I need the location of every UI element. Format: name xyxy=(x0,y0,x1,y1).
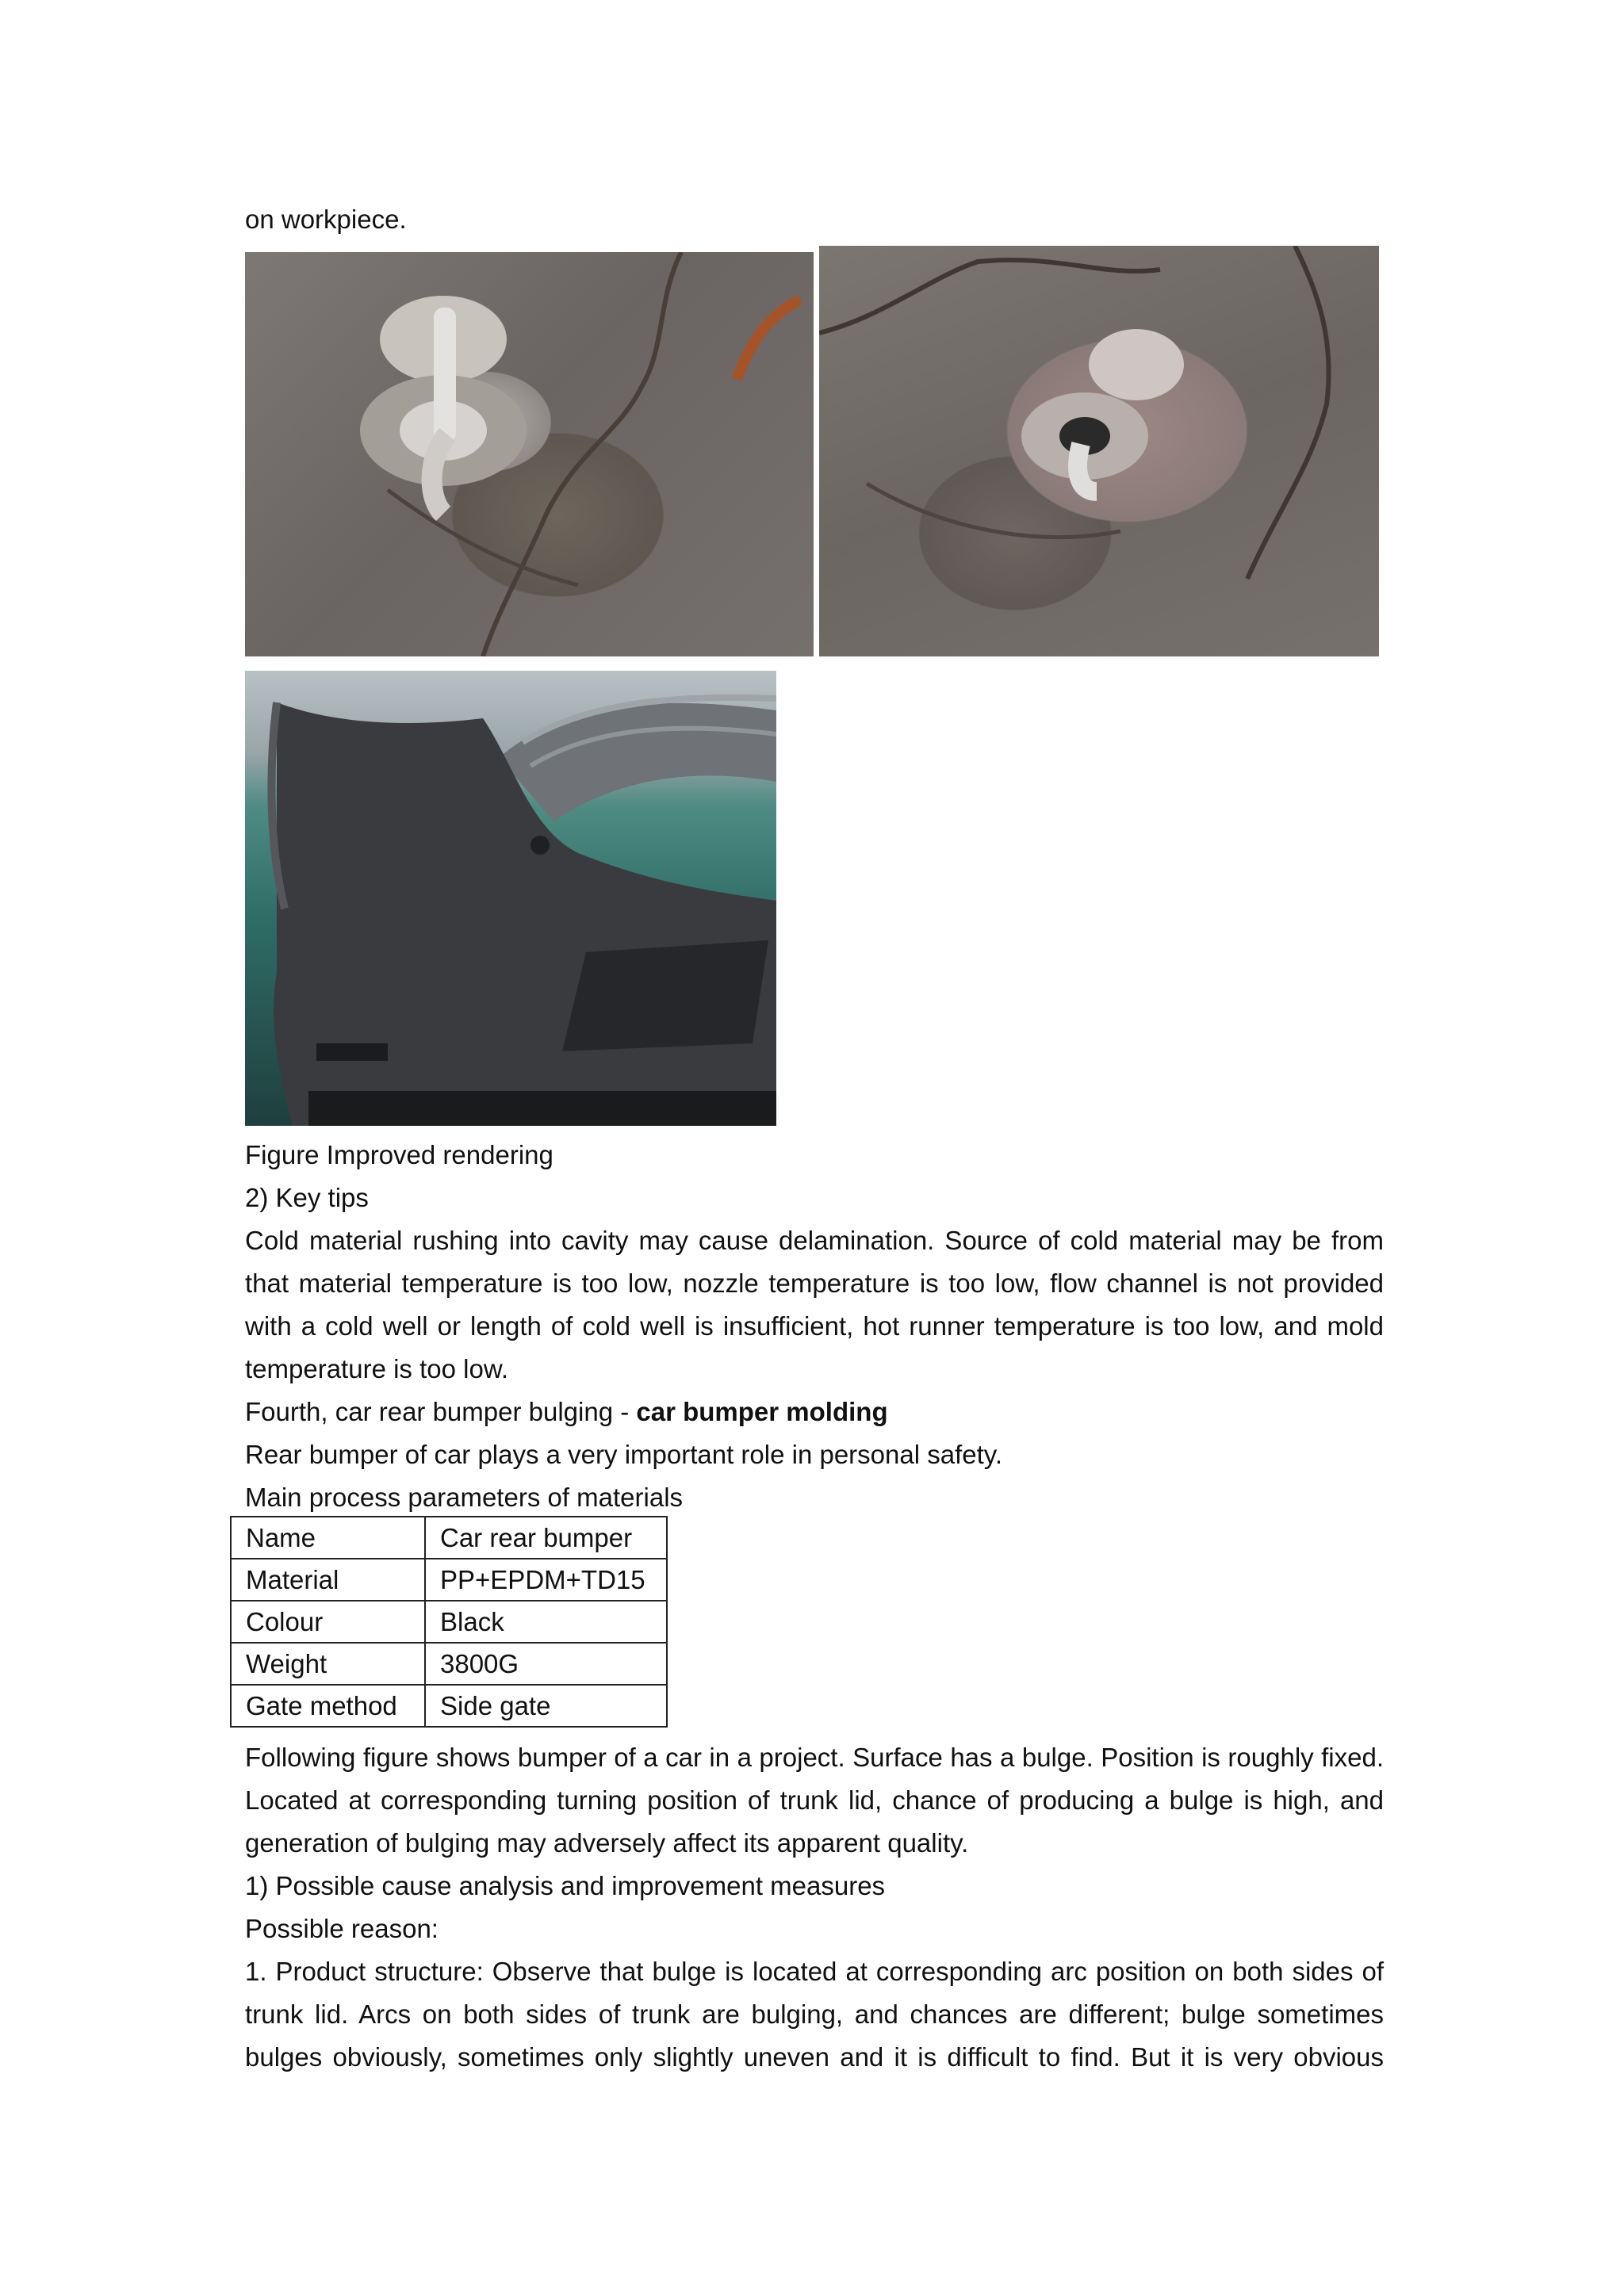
paragraph-line: Following figure shows bumper of a car in a project. Surface has a bulge. Position is roughly fixed. xyxy=(245,1743,1384,1772)
photo-right-illustration xyxy=(819,246,1379,656)
section-heading-bold: car bumper molding xyxy=(636,1397,888,1426)
photo-car-rear-bumper xyxy=(245,671,776,1126)
key-tips-heading: 2) Key tips xyxy=(245,1183,369,1212)
table-cell-value: 3800G xyxy=(425,1643,667,1685)
section-heading-prefix: Fourth, car rear bumper bulging - xyxy=(245,1397,637,1426)
paragraph-line: Located at corresponding turning position of trunk lid, chance of producing a bulge is high, and xyxy=(245,1785,1384,1815)
figure-caption: Figure Improved rendering xyxy=(245,1140,553,1169)
reason-line: trunk lid. Arcs on both sides of trunk are bulging, and chances are different; bulge sometimes xyxy=(245,1999,1384,2029)
table-cell-value: Car rear bumper xyxy=(425,1517,667,1559)
key-tips-line: Cold material rushing into cavity may cause delamination. Source of cold material may be from xyxy=(245,1226,1384,1255)
photo-corroded-surface-left xyxy=(245,252,814,656)
text-line-top: on workpiece. xyxy=(245,205,407,234)
intro-line: Rear bumper of car plays a very important role in personal safety. xyxy=(245,1440,1002,1469)
cause-heading: 1) Possible cause analysis and improvement measures xyxy=(245,1871,886,1900)
bumper-illustration xyxy=(245,671,776,1126)
table-cell-value: Black xyxy=(425,1601,667,1643)
possible-reason-label: Possible reason: xyxy=(245,1914,439,1943)
table-row xyxy=(231,1643,667,1685)
table-row xyxy=(231,1517,667,1559)
table-row xyxy=(231,1559,667,1601)
process-parameters-table xyxy=(230,1516,668,1728)
table-cell-value: Side gate xyxy=(425,1685,667,1727)
table-cell-value: PP+EPDM+TD15 xyxy=(425,1559,667,1601)
table-row xyxy=(231,1685,667,1727)
table-cell-label: Material xyxy=(231,1559,425,1601)
table-cell-label: Name xyxy=(231,1517,425,1559)
paragraph-line: generation of bulging may adversely affect its apparent quality. xyxy=(245,1828,969,1858)
key-tips-line: with a cold well or length of cold well is insufficient, hot runner temperature is too low, and mold xyxy=(245,1311,1384,1341)
table-title: Main process parameters of materials xyxy=(245,1483,684,1512)
section-heading xyxy=(245,1391,1384,1433)
table-cell-label: Weight xyxy=(231,1643,425,1685)
table-cell-label: Gate method xyxy=(231,1685,425,1727)
table-row xyxy=(231,1601,667,1643)
table-cell-label: Colour xyxy=(231,1601,425,1643)
reason-line: 1. Product structure: Observe that bulge is located at corresponding arc position on both sides of xyxy=(245,1957,1384,1986)
key-tips-line: that material temperature is too low, nozzle temperature is too low, flow channel is not provided xyxy=(245,1269,1384,1298)
key-tips-line: temperature is too low. xyxy=(245,1354,508,1383)
reason-line: bulges obviously, sometimes only slightly uneven and it is difficult to find. But it is very obvious xyxy=(245,2042,1384,2072)
photo-left-illustration xyxy=(245,252,814,656)
photo-corroded-surface-right xyxy=(819,246,1379,656)
